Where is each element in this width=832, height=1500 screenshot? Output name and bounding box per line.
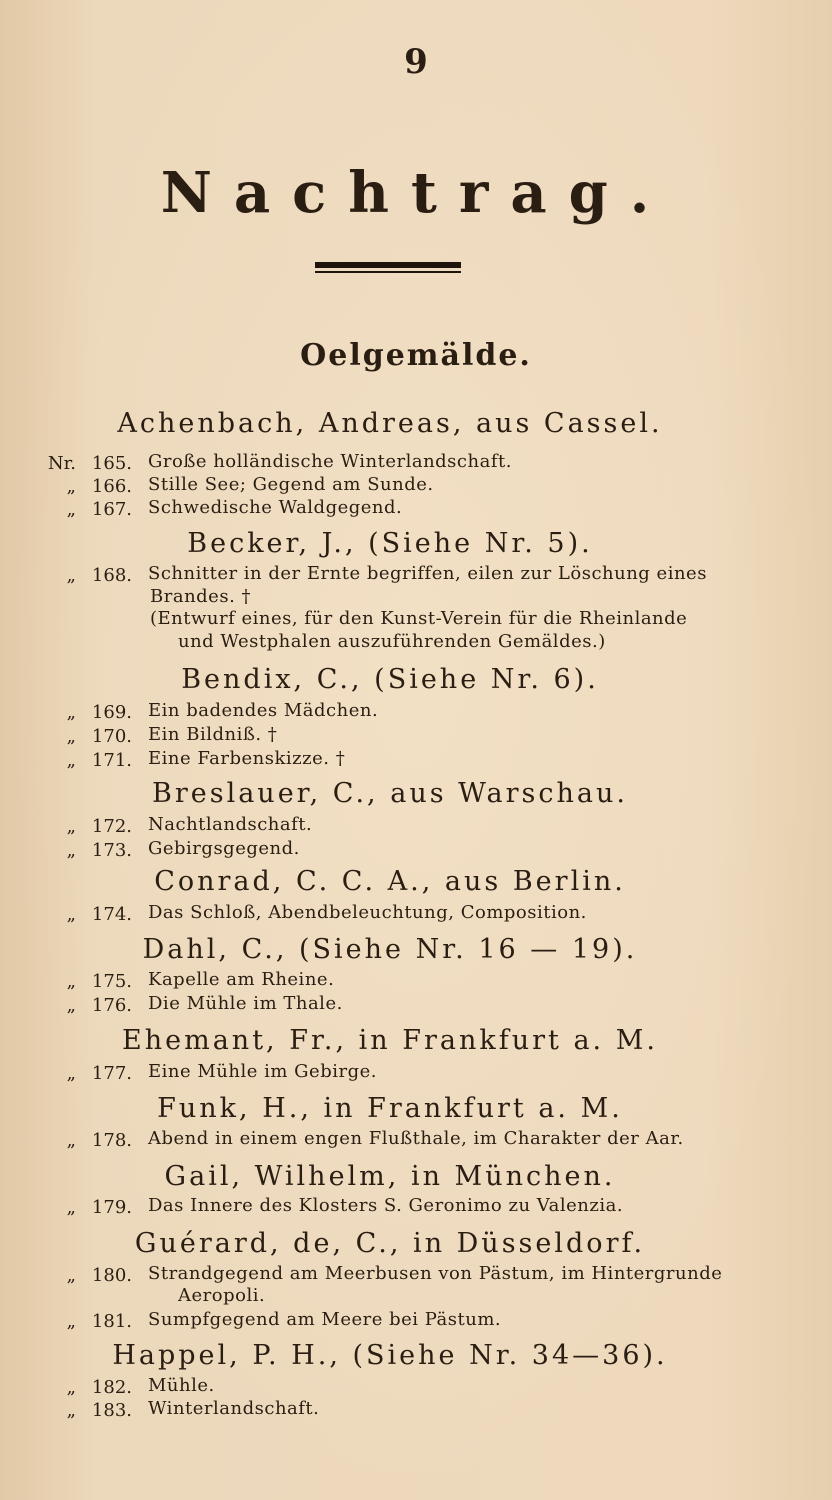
entry-prefix: „ xyxy=(66,904,76,925)
entry-continuation: und Westphalen auszuführenden Gemäldes.) xyxy=(178,631,606,652)
entry-continuation: (Entwurf eines, für den Kunst-Verein für die Rheinlande xyxy=(150,608,688,629)
entry-prefix: „ xyxy=(66,750,76,771)
entry-prefix: „ xyxy=(66,971,76,992)
artist-heading: Dahl, C., (Siehe Nr. 16 — 19). xyxy=(142,934,638,965)
entry-title: Kapelle am Rheine. xyxy=(148,969,335,990)
artist-heading: Happel, P. H., (Siehe Nr. 34—36). xyxy=(112,1340,668,1371)
entry-number: 173. xyxy=(91,840,132,861)
entry-number: 175. xyxy=(91,971,132,992)
artist-heading: Funk, H., in Frankfurt a. M. xyxy=(157,1093,623,1124)
entry-prefix: „ xyxy=(66,1311,76,1332)
entry-title: Die Mühle im Thale. xyxy=(148,993,343,1014)
artist-heading: Achenbach, Andreas, aus Cassel. xyxy=(117,408,663,439)
entry-prefix: Nr. xyxy=(47,453,76,474)
entry-title: Große holländische Winterlandschaft. xyxy=(148,451,512,472)
entry-number: 178. xyxy=(91,1130,132,1151)
entry-number: 174. xyxy=(91,904,132,925)
entry-number: 169. xyxy=(91,702,132,723)
entry-number: 170. xyxy=(91,726,132,747)
entry-title: Sumpfgegend am Meere bei Pästum. xyxy=(148,1309,502,1330)
entry-continuation: Aeropoli. xyxy=(178,1285,266,1306)
entry-prefix: „ xyxy=(66,565,76,586)
rule-thin-line xyxy=(315,271,461,273)
catalog-entry xyxy=(0,993,800,1023)
entry-title: Ein Bildniß. † xyxy=(148,724,278,745)
entry-prefix: „ xyxy=(66,840,76,861)
catalog-entry xyxy=(0,838,800,868)
entry-title: Strandgegend am Meerbusen von Pästum, im Hintergrunde xyxy=(148,1263,723,1284)
entry-prefix: „ xyxy=(66,1400,76,1421)
entry-title: Schnitter in der Ernte begriffen, eilen zur Löschung eines xyxy=(148,563,707,584)
entry-prefix: „ xyxy=(66,476,76,497)
catalog-entry xyxy=(0,748,800,778)
entry-title: Nachtlandschaft. xyxy=(148,814,313,835)
entry-prefix: „ xyxy=(66,1197,76,1218)
entry-prefix: „ xyxy=(66,1377,76,1398)
entry-number: 167. xyxy=(91,499,132,520)
entry-prefix: „ xyxy=(66,1063,76,1084)
entry-title: Ein badendes Mädchen. xyxy=(148,700,379,721)
title-rule xyxy=(315,262,461,274)
section-title: Oelgemälde. xyxy=(300,338,532,373)
entry-number: 180. xyxy=(91,1265,132,1286)
entry-title: Schwedische Waldgegend. xyxy=(148,497,403,518)
entry-title: Gebirgsgegend. xyxy=(148,838,300,859)
rule-thick-line xyxy=(315,262,461,268)
artist-heading: Becker, J., (Siehe Nr. 5). xyxy=(187,528,593,559)
entry-prefix: „ xyxy=(66,702,76,723)
catalog-entry xyxy=(0,497,800,527)
entry-prefix: „ xyxy=(66,995,76,1016)
entry-number: 168. xyxy=(91,565,132,586)
entry-number: 179. xyxy=(91,1197,132,1218)
entry-number: 183. xyxy=(91,1400,132,1421)
entry-number: 177. xyxy=(91,1063,132,1084)
entry-title: Eine Farbenskizze. † xyxy=(148,748,346,769)
catalog-entry xyxy=(0,1309,800,1339)
artist-heading: Bendix, C., (Siehe Nr. 6). xyxy=(181,664,599,695)
entry-title: Abend in einem engen Flußthale, im Charakter der Aar. xyxy=(148,1128,684,1149)
entry-title: Eine Mühle im Gebirge. xyxy=(148,1061,377,1082)
entry-number: 181. xyxy=(91,1311,132,1332)
entry-number: 176. xyxy=(91,995,132,1016)
artist-heading: Gail, Wilhelm, in München. xyxy=(164,1161,616,1192)
entry-number: 166. xyxy=(91,476,132,497)
catalog-entry xyxy=(0,1195,800,1225)
artist-heading: Conrad, C. C. A., aus Berlin. xyxy=(154,866,626,897)
entry-number: 171. xyxy=(91,750,132,771)
entry-number: 182. xyxy=(91,1377,132,1398)
entry-title: Stille See; Gegend am Sunde. xyxy=(148,474,434,495)
entry-title: Das Schloß, Abendbeleuchtung, Composition. xyxy=(148,902,587,923)
artist-heading: Guérard, de, C., in Düsseldorf. xyxy=(134,1228,646,1259)
entry-prefix: „ xyxy=(66,1265,76,1286)
entry-title: Das Innere des Klosters S. Geronimo zu Valenzia. xyxy=(148,1195,624,1216)
entry-prefix: „ xyxy=(66,816,76,837)
page-number: 9 xyxy=(404,42,428,82)
catalog-entry xyxy=(0,1398,800,1428)
entry-title: Winterlandschaft. xyxy=(148,1398,320,1419)
artist-heading: Ehemant, Fr., in Frankfurt a. M. xyxy=(122,1025,658,1056)
entry-prefix: „ xyxy=(66,726,76,747)
catalog-entry xyxy=(0,1061,800,1091)
entry-number: 165. xyxy=(91,453,132,474)
entry-number: 172. xyxy=(91,816,132,837)
page-title: Nachtrag. xyxy=(160,160,672,226)
entry-title: Mühle. xyxy=(148,1375,215,1396)
catalog-entry xyxy=(0,1128,800,1158)
entry-prefix: „ xyxy=(66,499,76,520)
entry-continuation: Brandes. † xyxy=(150,586,252,607)
entry-prefix: „ xyxy=(66,1130,76,1151)
artist-heading: Breslauer, C., aus Warschau. xyxy=(151,778,628,809)
catalog-entry xyxy=(0,902,800,932)
